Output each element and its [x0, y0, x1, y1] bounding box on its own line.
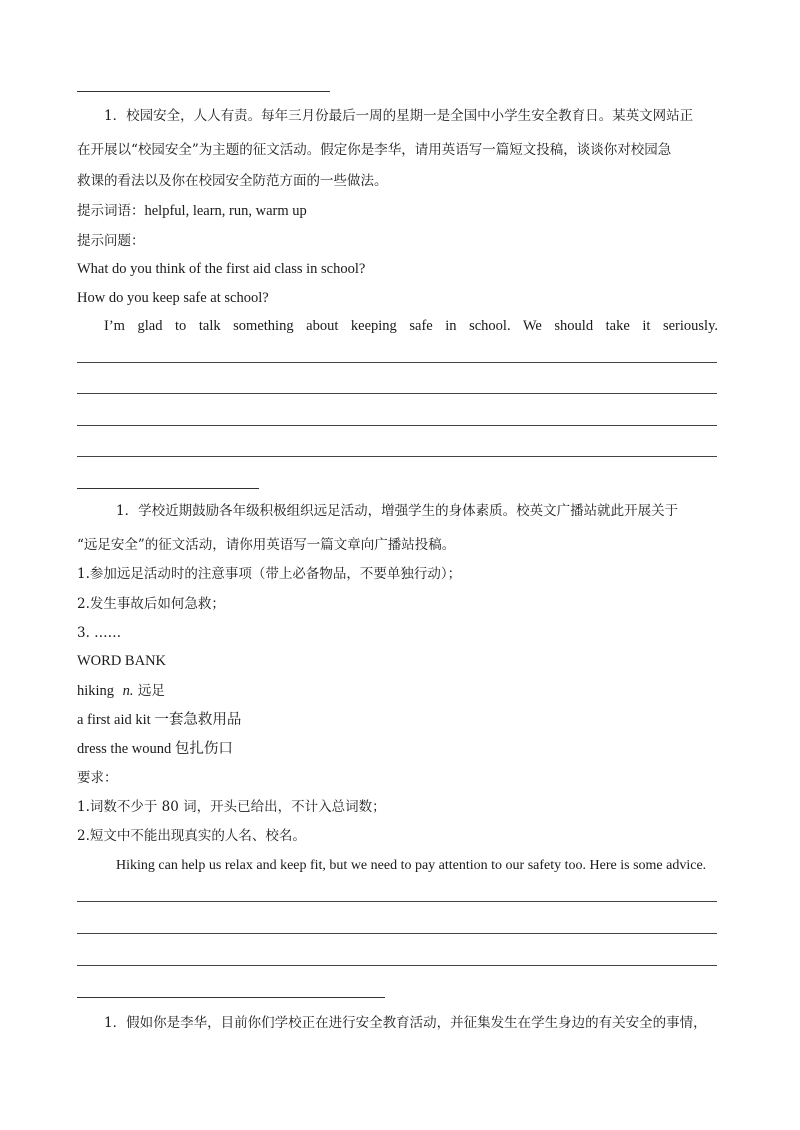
question-paragraph-line: [116, 503, 678, 519]
word-bank-entry: a first aid kit 一套急救用品: [77, 712, 242, 728]
answer-line[interactable]: [77, 362, 717, 363]
word-bank-entry: [77, 683, 165, 699]
requirements-label: 要求：: [77, 770, 118, 786]
question-number: 1．: [104, 108, 127, 124]
hint-question-1: What do you think of the first aid class in school?: [77, 261, 366, 277]
question-text: 校园安全，人人有责。每年三月份最后一周的星期一是全国中小学生安全教育日。某英文网站正: [126, 108, 694, 124]
hint-words-label: 提示词语：: [77, 203, 145, 219]
question-paragraph-line: [104, 108, 693, 124]
essay-opening-sentence: I’m glad to talk something about keeping safe in school. We should take it seriously.: [104, 318, 718, 334]
answer-line[interactable]: [77, 393, 717, 394]
answer-line[interactable]: [77, 425, 717, 426]
question-text: 假如你是李华，目前你们学校正在进行安全教育活动，并征集发生在学生身边的有关安全的事情，: [126, 1015, 707, 1031]
content-point-2: 2.发生事故后如何急救；: [77, 596, 225, 612]
word-bank-meaning: 远足: [137, 683, 165, 699]
question-paragraph-line: [104, 1015, 707, 1031]
content-point-1: 1.参加远足活动时的注意事项（带上必备物品，不要单独行动）；: [77, 566, 462, 582]
question-paragraph-line: 救课的看法以及你在校园安全防范方面的一些做法。: [77, 173, 388, 189]
word-bank-pos: n.: [122, 683, 134, 699]
question-paragraph-line: 在开展以“校园安全”为主题的征文活动。假定你是李华，请用英语写一篇短文投稿，谈谈你对校园急: [77, 142, 672, 158]
content-point-3: 3. ……: [77, 625, 122, 641]
hint-questions-label: 提示问题：: [77, 233, 145, 249]
essay-opening-sentence: Hiking can help us relax and keep fit, but we need to pay attention to our safety too. Here is some advice.: [116, 858, 707, 873]
answer-line[interactable]: [77, 933, 717, 934]
hint-question-2: How do you keep safe at school?: [77, 290, 269, 306]
section-divider: [77, 997, 385, 998]
question-number: 1．: [104, 1015, 127, 1031]
question-text: 学校近期鼓励各年级积极组织远足活动，增强学生的身体素质。校英文广播站就此开展关于: [138, 503, 679, 519]
word-bank-term: hiking: [77, 683, 115, 699]
section-divider: [77, 91, 330, 92]
hint-words-list: helpful, learn, run, warm up: [144, 203, 307, 219]
requirement-1: 1.词数不少于 80 词，开头已给出，不计入总词数；: [77, 799, 386, 815]
requirement-2: 2.短文中不能出现真实的人名、校名。: [77, 828, 306, 844]
word-bank-title: WORD BANK: [77, 653, 167, 669]
question-number: 1．: [116, 503, 139, 519]
word-bank-entry: dress the wound 包扎伤口: [77, 741, 233, 757]
answer-line[interactable]: [77, 965, 717, 966]
hint-words: [77, 203, 307, 219]
section-divider: [77, 488, 259, 489]
answer-line[interactable]: [77, 456, 717, 457]
question-paragraph-line: “远足安全”的征文活动，请你用英语写一篇文章向广播站投稿。: [77, 537, 456, 553]
answer-line[interactable]: [77, 901, 717, 902]
